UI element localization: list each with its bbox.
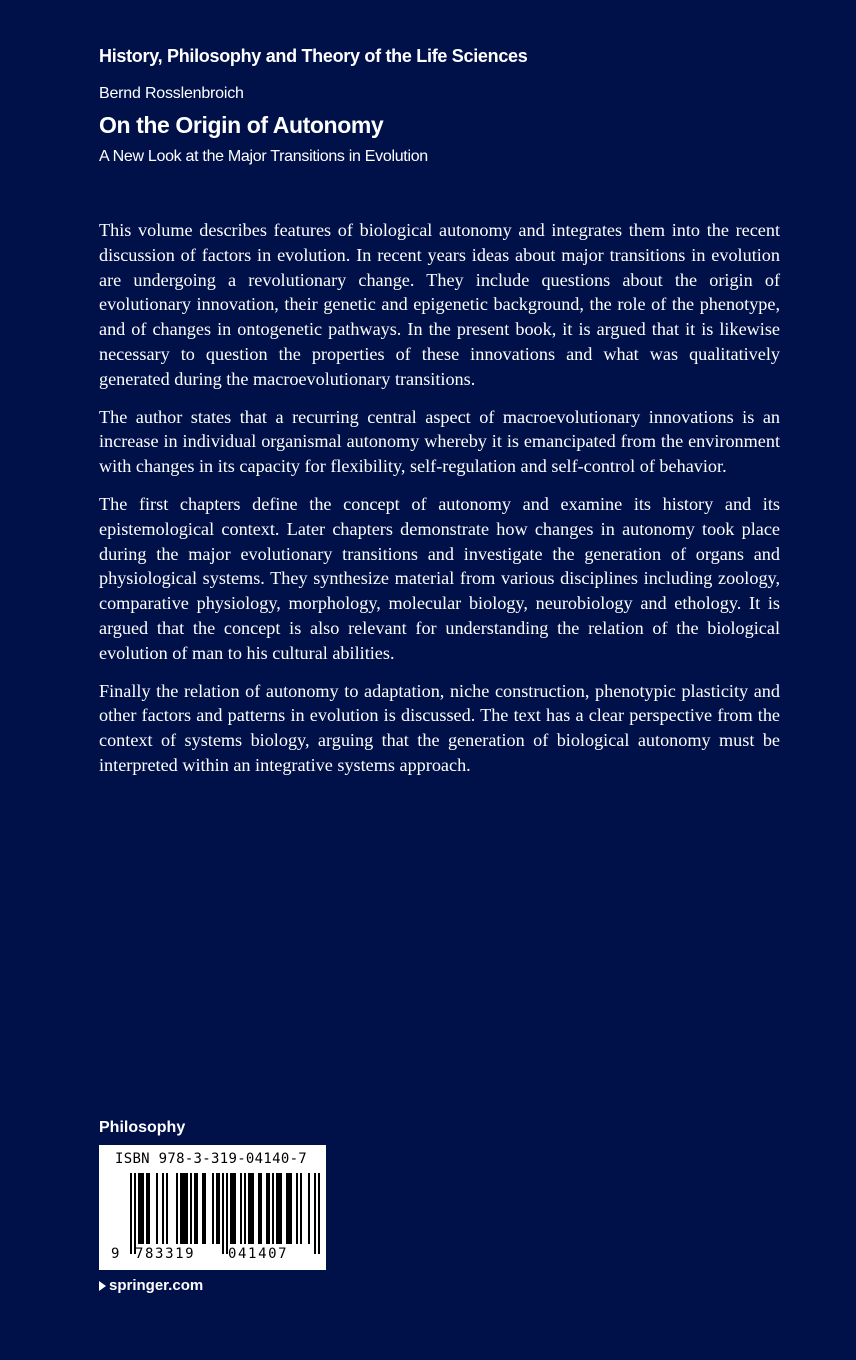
- barcode-bar: [308, 1173, 310, 1244]
- barcode-bar: [276, 1173, 278, 1244]
- barcode-bar: [216, 1173, 218, 1244]
- barcode-bar: [230, 1173, 232, 1244]
- barcode-bar: [266, 1173, 268, 1244]
- arrow-right-icon: [99, 1281, 106, 1291]
- barcode-bar: [166, 1173, 168, 1244]
- barcode-bar: [222, 1173, 224, 1254]
- barcode-bar: [290, 1173, 292, 1244]
- barcode-bar: [194, 1173, 196, 1244]
- description-paragraph-4: Finally the relation of autonomy to adaptation, niche construction, phenotypic plasticity and other factors and patterns in evolution is discussed. The text has a clear perspective from the context of systems biology, arguing that the generation of biological autonomy must be interpreted within an integrative systems approach.: [99, 680, 780, 775]
- series-title: History, Philosophy and Theory of the Life Sciences: [99, 46, 528, 66]
- barcode-bar: [134, 1173, 136, 1254]
- barcode-bar: [140, 1173, 142, 1244]
- barcode-bar: [272, 1173, 274, 1244]
- barcode-bar: [196, 1173, 198, 1244]
- barcode-bar: [296, 1173, 298, 1244]
- barcode-bar: [244, 1173, 246, 1244]
- barcode-bar: [300, 1173, 302, 1244]
- barcode-bar: [176, 1173, 178, 1244]
- barcode-bar: [280, 1173, 282, 1244]
- barcode-bar: [268, 1173, 270, 1244]
- barcode-bar: [286, 1173, 288, 1244]
- barcode-bar: [146, 1173, 148, 1244]
- isbn-barcode: [99, 1145, 326, 1270]
- barcode-bar: [314, 1173, 316, 1254]
- barcode-bar: [190, 1173, 192, 1244]
- barcode-bar: [148, 1173, 150, 1244]
- barcode-bar: [226, 1173, 228, 1254]
- barcode-bar: [250, 1173, 252, 1244]
- barcode-bar: [248, 1173, 250, 1244]
- barcode-bar: [184, 1173, 186, 1244]
- barcode-bar: [288, 1173, 290, 1244]
- barcode-bar: [138, 1173, 140, 1244]
- barcode-bar: [130, 1173, 132, 1254]
- publisher-url: springer.com: [109, 1277, 204, 1294]
- barcode-bar: [218, 1173, 220, 1244]
- ean-left-digits: 783319: [135, 1246, 196, 1262]
- barcode-bar: [182, 1173, 184, 1244]
- barcode-bar: [142, 1173, 144, 1244]
- book-title: On the Origin of Autonomy: [99, 112, 384, 138]
- barcode-bar: [278, 1173, 280, 1244]
- author-name: Bernd Rosslenbroich: [99, 85, 244, 102]
- barcode-bar: [204, 1173, 206, 1244]
- barcode-bar: [234, 1173, 236, 1244]
- description-paragraph-1: This volume describes features of biological autonomy and integrates them into the recent discussion of factors in evolution. In recent years ideas about major transitions in evolution are undergoing a revolutionary change. They include questions about the origin of evolutionary innovation, their genetic and epigenetic background, the role of the phenotype, and of changes in ontogenetic pathways. In the present book, it is argued that it is likewise necessary to question the properties of these innovations and what was qualitatively generated during the macroevolutionary transitions.: [99, 220, 780, 389]
- barcode-bar: [252, 1173, 254, 1244]
- barcode-bar: [258, 1173, 260, 1244]
- barcode-bar: [202, 1173, 204, 1244]
- barcode-bar: [162, 1173, 164, 1244]
- subject-category: Philosophy: [99, 1119, 186, 1136]
- book-description: [99, 218, 780, 791]
- barcode-bar: [260, 1173, 262, 1244]
- barcode-bars: [99, 1145, 326, 1270]
- ean-first-digit: 9: [111, 1246, 120, 1262]
- barcode-bar: [180, 1173, 182, 1244]
- ean-right-digits: 041407: [228, 1246, 289, 1262]
- book-subtitle: A New Look at the Major Transitions in Evolution: [99, 148, 428, 165]
- barcode-bar: [240, 1173, 242, 1244]
- publisher-link[interactable]: [99, 1277, 203, 1294]
- description-paragraph-3: The first chapters define the concept of autonomy and examine its history and its epistemological context. Later chapters demonstrate how changes in autonomy took place during the major evolutionary transitions and investigate the generation of organs and physiological systems. They synthesize material from various disciplines including zoology, comparative physiology, morphology, molecular biology, neurobiology and ethology. It is argued that the concept is also relevant for understanding the relation of the biological evolution of man to his cultural abilities.: [99, 493, 780, 663]
- barcode-bar: [318, 1173, 320, 1254]
- isbn-label: ISBN 978-3-319-04140-7: [115, 1151, 308, 1167]
- barcode-bar: [186, 1173, 188, 1244]
- barcode-bar: [156, 1173, 158, 1244]
- description-paragraph-2: The author states that a recurring central aspect of macroevolutionary innovations is an increase in individual organismal autonomy whereby it is emancipated from the environment with changes in its capacity for flexibility, self-regulation and self-control of behavior.: [99, 406, 780, 477]
- barcode-bar: [212, 1173, 214, 1244]
- barcode-bar: [232, 1173, 234, 1244]
